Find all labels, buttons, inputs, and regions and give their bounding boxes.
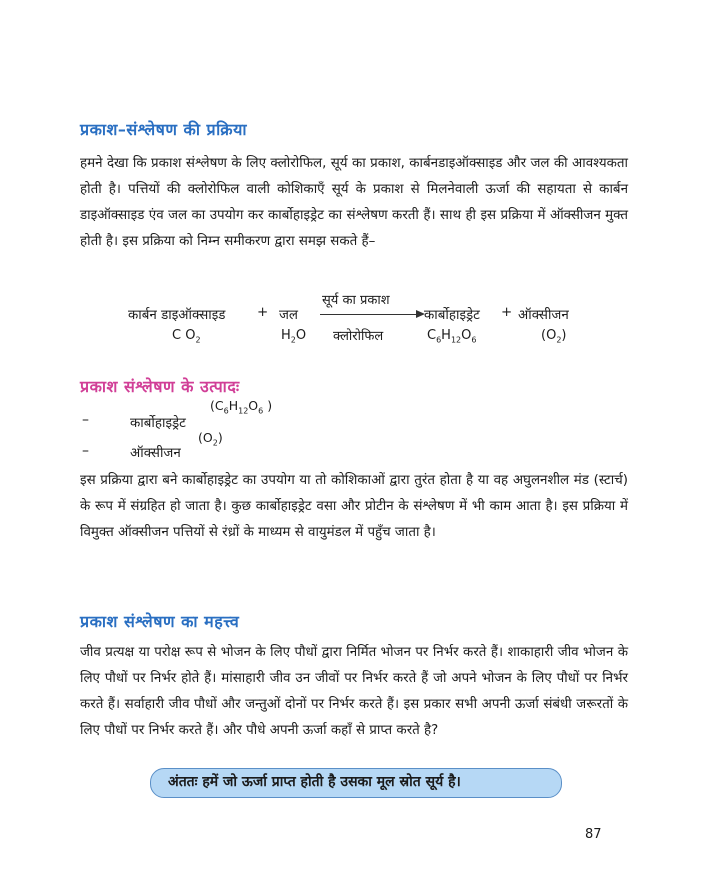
- product-carbohydrate: कार्बोहाइड्रेट: [424, 308, 480, 323]
- list-dash: –: [82, 443, 89, 459]
- arrow-condition-sunlight: सूर्य का प्रकाश: [322, 293, 390, 308]
- products-paragraph: इस प्रक्रिया द्वारा बने कार्बोहाइड्रेट का उपयोग या तो कोशिकाओं द्वारा तुरंत होता है या वह अघुलनशील मंड (स्टार्च) के रूप में संग्रहित हो जाता है। कुछ कार्बोहाइड्रेट वसा और प्रोटीन के संश्लेषण में भी काम आता है। इस प्रक्रिया में विमुक्त ऑक्सीजन पत्तियों से रंध्रों के माध्यम से वायुमंडल में पहुँच जाता है।: [80, 473, 628, 540]
- list-dash: –: [82, 412, 89, 428]
- arrow-condition-chlorophyll: क्लोरोफिल: [333, 329, 384, 344]
- formula-glucose: $C_6H_{12}O_6$: [427, 328, 477, 345]
- process-paragraph: हमने देखा कि प्रकाश संश्लेषण के लिए क्लोरोफिल, सूर्य का प्रकाश, कार्बनडाइऑक्साइड और जल की आवश्यकता होती है। पत्तियों की क्लोरोफिल वाली कोशिकाएँ सूर्य के प्रकाश से मिलनेवाली ऊर्जा की सहायता से कार्बन डाइऑक्साइड एंव जल का उपयोग कर कार्बोहाइड्रेट का संश्लेषण करती हैं। साथ ही इस प्रक्रिया में ऑक्सीजन मुक्त होती है। इस प्रक्रिया को निम्न समीकरण द्वारा समझ सकते हैं–: [80, 156, 628, 249]
- reaction-arrow: [320, 314, 418, 315]
- product-item-carbohydrate: कार्बोहाइड्रेट: [130, 416, 186, 431]
- plus-sign: +: [257, 305, 269, 320]
- page-number: 87: [585, 827, 602, 842]
- formula-h2o: $H_2O$: [281, 328, 307, 345]
- formula-o2: $(O_2)$: [541, 328, 567, 345]
- formula-glucose-list: ($C_6H_{12}O_6$ ): [210, 398, 273, 416]
- formula-co2: C $O_2$: [172, 328, 201, 345]
- highlight-text: अंततः हमें जो ऊर्जा प्राप्त होती है उसका मूल स्रोत सूर्य है।: [168, 774, 461, 790]
- reactant-water: जल: [279, 308, 299, 323]
- reactant-carbon-dioxide: कार्बन डाइऑक्साइड: [128, 308, 226, 323]
- plus-sign: +: [501, 305, 513, 320]
- importance-paragraph: जीव प्रत्यक्ष या परोक्ष रूप से भोजन के लिए पौधों द्वारा निर्मित भोजन पर निर्भर करते हैं। शाकाहारी जीव भोजन के लिए पौधों पर निर्भर होते हैं। मांसाहारी जीव उन जीवों पर निर्भर करते हैं जो अपने भोजन के लिए पौधों पर निर्भर करते हैं। सर्वाहारी जीव पौधों और जन्तुओं दोनों पर निर्भर करते हैं। इस प्रकार सभी अपनी ऊर्जा संबंधी जरूरतों के लिए पौधों पर निर्भर करते हैं। और पौधे अपनी ऊर्जा कहाँ से प्राप्त करते है?: [80, 645, 628, 738]
- section-heading-products: प्रकाश संश्लेषण के उत्पादः: [80, 377, 240, 396]
- formula-o2-list: $(O_2)$: [198, 430, 223, 448]
- product-oxygen: ऑक्सीजन: [518, 308, 569, 323]
- section-heading-process: प्रकाश–संश्लेषण की प्रक्रिया: [80, 120, 248, 139]
- section-heading-importance: प्रकाश संश्लेषण का महत्त्व: [80, 612, 240, 631]
- product-item-oxygen: ऑक्सीजन: [130, 446, 181, 461]
